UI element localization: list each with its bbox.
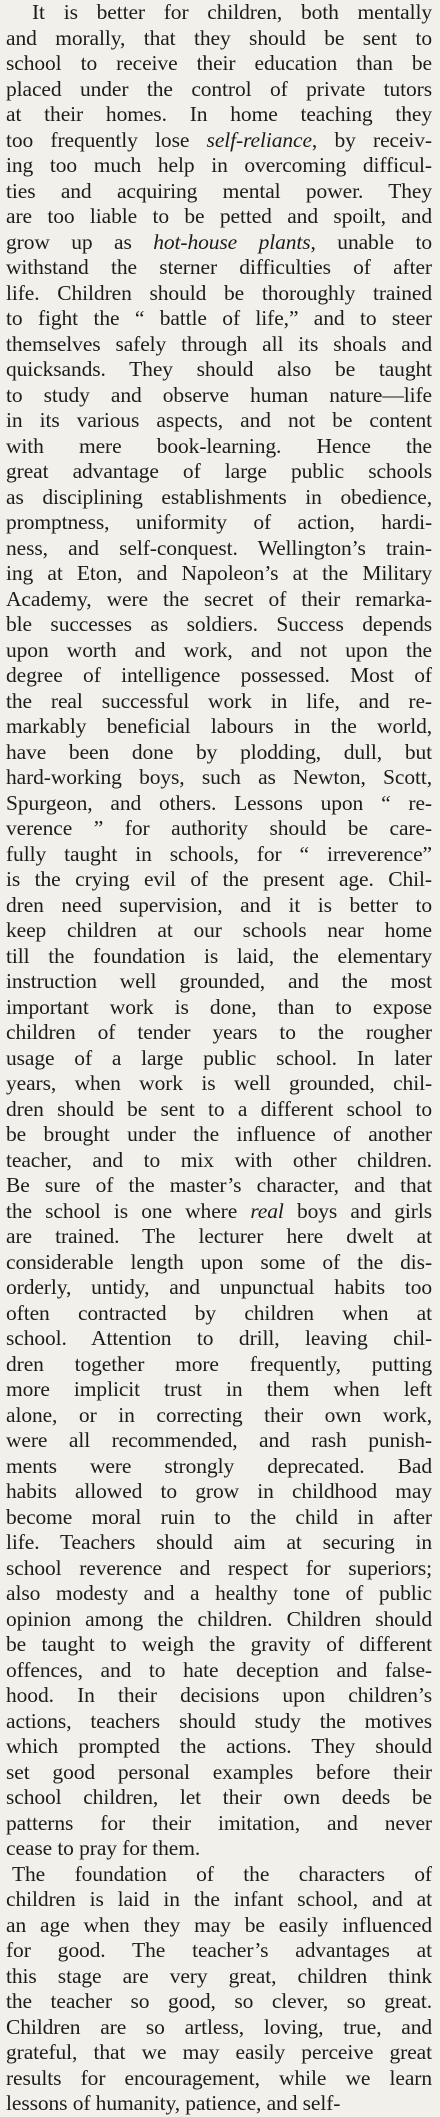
text-line: keep children at our schools near home <box>6 918 432 942</box>
text-line: children of tender years to the rougher <box>6 1020 432 1044</box>
text-line: ness, and self-conquest. Wellington’s train- <box>6 535 432 560</box>
text-line: the teacher so good, so clever, so great. <box>6 1989 432 2013</box>
text-line: grow up as hot-house plants, unable to <box>6 229 432 254</box>
text-line: school. Attention to drill, leaving chil- <box>6 1326 432 1350</box>
text-line: school to receive their education than be <box>6 51 432 75</box>
text-line: Be sure of the master’s character, and that <box>6 1173 432 1197</box>
text-line: usage of a large public school. In later <box>6 1045 432 1070</box>
text-line: children is laid in the infant school, and at <box>6 1887 432 1911</box>
text-line: opinion among the children. Children should <box>6 1606 432 1631</box>
text-line: which prompted the actions. They should <box>6 1734 432 1758</box>
text-line: great advantage of large public schools <box>6 459 432 483</box>
text-line: ing too much help in overcoming difficul- <box>6 153 432 177</box>
text-line: dren should be sent to a different school to <box>6 1096 432 1121</box>
text-line: placed under the control of private tutors <box>6 76 432 101</box>
text-line: results for encouragement, while we learn <box>6 2065 432 2090</box>
text-line: degree of intelligence possessed. Most of <box>6 663 432 687</box>
text-line: be taught to weigh the gravity of different <box>6 1632 432 1656</box>
text-line: important work is done, than to expose <box>6 994 432 1019</box>
text-line: school children, let their own deeds be <box>6 1785 432 1809</box>
text-line: also modesty and a healthy tone of public <box>6 1581 432 1605</box>
paragraph-2 <box>6 1862 432 2117</box>
text-line: dren need supervision, and it is better to <box>6 892 432 917</box>
text-line: markably beneficial labours in the world, <box>6 714 432 738</box>
text-line: till the foundation is laid, the elementary <box>6 943 432 968</box>
text-line: instruction well grounded, and the most <box>6 969 432 993</box>
text-line: themselves safely through all its shoals and <box>6 331 432 356</box>
text-line: be brought under the influence of another <box>6 1122 432 1146</box>
text-line: set good personal examples before their <box>6 1759 432 1784</box>
text-line: hard-working boys, such as Newton, Scott, <box>6 765 432 789</box>
text-line: teacher, and to mix with other children. <box>6 1147 432 1172</box>
text-line: years, when work is well grounded, chil- <box>6 1071 432 1095</box>
text-line: life. Children should be thoroughly trained <box>6 280 432 305</box>
text-line: verence ” for authority should be care- <box>6 816 432 840</box>
text-line: Spurgeon, and others. Lessons upon “ re- <box>6 790 432 815</box>
text-line: are too liable to be petted and spoilt, and <box>6 204 432 228</box>
text-line: to fight the “ battle of life,” and to steer <box>6 306 432 330</box>
newspaper-column <box>6 0 432 2117</box>
text-line: actions, teachers should study the motives <box>6 1708 432 1733</box>
paragraph-1 <box>6 0 432 1862</box>
text-line: alone, or in correcting their own work, <box>6 1402 432 1427</box>
text-line: lessons of humanity, patience, and self- <box>6 2091 341 2115</box>
text-line: offences, and to hate deception and false- <box>6 1657 432 1682</box>
text-line: ing at Eton, and Napoleon’s at the Military <box>6 561 432 585</box>
text-line: the school is one where real boys and girls <box>6 1198 432 1223</box>
text-line: are trained. The lecturer here dwelt at <box>6 1224 432 1248</box>
text-line: upon worth and work, and not upon the <box>6 637 432 662</box>
text-line: this stage are very great, children think <box>6 1963 432 1988</box>
text-line: too frequently lose self-reliance, by receiv- <box>6 127 432 152</box>
text-line: and morally, that they should be sent to <box>6 25 432 50</box>
text-line: grateful, that we may easily perceive great <box>6 2040 432 2064</box>
text-line: more implicit trust in them when left <box>6 1377 432 1401</box>
text-line: in its various aspects, and not be content <box>6 408 432 432</box>
text-line: were all recommended, and rash punish- <box>6 1428 432 1452</box>
text-line: hood. In their decisions upon children’s <box>6 1683 432 1707</box>
text-line: ble successes as soldiers. Success depends <box>6 612 432 636</box>
text-line: Academy, were the secret of their remarka- <box>6 586 432 611</box>
text-line: considerable length upon some of the dis- <box>6 1249 432 1274</box>
text-line: often contracted by children when at <box>6 1300 432 1325</box>
text-line: is the crying evil of the present age. Chil- <box>6 867 432 891</box>
text-line: habits allowed to grow in childhood may <box>6 1479 432 1503</box>
text-line: It is better for children, both mentally <box>32 0 432 24</box>
text-line: as disciplining establishments in obedience, <box>6 484 432 509</box>
text-line: ties and acquiring mental power. They <box>6 178 432 203</box>
text-line: the real successful work in life, and re- <box>6 688 432 713</box>
text-line: have been done by plodding, dull, but <box>6 739 432 764</box>
text-line: Children are so artless, loving, true, and <box>6 2014 432 2039</box>
text-line: life. Teachers should aim at securing in <box>6 1530 432 1554</box>
text-line: promptness, uniformity of action, hardi- <box>6 510 432 534</box>
text-line: to study and observe human nature—life <box>6 382 432 407</box>
text-line: dren together more frequently, putting <box>6 1351 432 1376</box>
text-line: with mere book-learning. Hence the <box>6 433 432 458</box>
text-line: school reverence and respect for superiors; <box>6 1555 432 1580</box>
text-line: an age when they may be easily influenced <box>6 1912 432 1937</box>
text-line: withstand the sterner difficulties of after <box>6 255 432 279</box>
text-line: cease to pray for them. <box>6 1836 201 1860</box>
text-line: patterns for their imitation, and never <box>6 1810 432 1835</box>
text-line: orderly, untidy, and unpunctual habits too <box>6 1275 432 1299</box>
text-line: The foundation of the characters of <box>12 1861 432 1886</box>
text-line: become moral ruin to the child in after <box>6 1504 432 1529</box>
text-line: fully taught in schools, for “ irreverence” <box>6 841 432 866</box>
text-line: for good. The teacher’s advantages at <box>6 1938 432 1962</box>
text-line: ments were strongly deprecated. Bad <box>6 1453 432 1478</box>
text-line: at their homes. In home teaching they <box>6 102 432 126</box>
text-line: quicksands. They should also be taught <box>6 357 432 381</box>
